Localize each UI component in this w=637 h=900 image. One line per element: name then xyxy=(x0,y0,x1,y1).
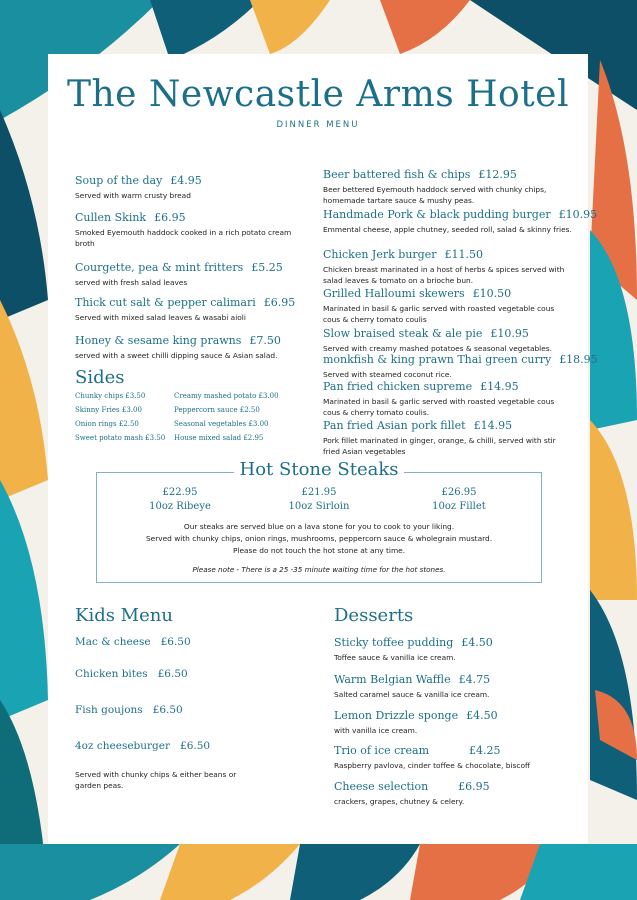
item-price: £4.25 xyxy=(469,744,501,757)
sides-heading: Sides xyxy=(75,367,125,388)
item-name: Courgette, pea & mint fritters xyxy=(75,261,244,274)
item-name: monkfish & king prawn Thai green curry xyxy=(323,353,552,366)
item-price: £7.50 xyxy=(249,334,281,347)
item-name: Soup of the day xyxy=(75,174,163,187)
steaks-line: Our steaks are served blue on a lava stone for you to cook to your liking. xyxy=(183,522,455,531)
item-price: £6.95 xyxy=(154,211,186,224)
page-subtitle: DINNER MENU xyxy=(276,120,360,130)
steak-name: 10oz Ribeye xyxy=(149,501,211,512)
dessert-item xyxy=(334,673,564,700)
side-item: House mixed salad £2.95 xyxy=(174,434,264,442)
desserts-heading: Desserts xyxy=(334,605,414,626)
menu-item xyxy=(75,296,295,323)
item-description: served with a sweet chilli dipping sauce & Asian salad. xyxy=(75,351,278,360)
steaks-line: Served with chunky chips, onion rings, mushrooms, peppercorn sauce & wholegrain mustard. xyxy=(145,534,493,543)
item-name: Slow braised steak & ale pie xyxy=(323,327,483,340)
steaks-note: Please note - There is a 25 -35 minute waiting time for the hot stones. xyxy=(192,565,446,574)
menu-item xyxy=(323,287,573,325)
kids-item xyxy=(75,636,191,648)
item-name: 4oz cheeseburger xyxy=(75,740,171,752)
item-description: Salted caramel sauce & vanilla ice cream. xyxy=(334,690,490,699)
side-item: Onion rings £2.50 xyxy=(75,420,139,428)
dessert-item xyxy=(334,780,564,807)
item-price: £6.95 xyxy=(458,780,490,793)
item-price: £4.50 xyxy=(466,709,498,722)
item-name: Mac & cheese xyxy=(75,636,151,648)
item-name: Honey & sesame king prawns xyxy=(75,334,242,347)
item-name: Pan fried chicken supreme xyxy=(323,380,473,393)
menu-item xyxy=(323,419,573,457)
item-description: Emmental cheese, apple chutney, seeded roll, salad & skinny fries. xyxy=(323,225,572,234)
item-price: £6.50 xyxy=(157,668,188,680)
item-name: Warm Belgian Waffle xyxy=(334,673,451,686)
steak-name: 10oz Fillet xyxy=(432,501,486,512)
item-name: Sticky toffee pudding xyxy=(334,636,454,649)
item-price: £4.75 xyxy=(458,673,491,686)
side-item: Peppercorn sauce £2.50 xyxy=(174,406,260,414)
dessert-item xyxy=(334,636,564,663)
item-price: £12.95 xyxy=(478,168,517,181)
item-price: £4.50 xyxy=(461,636,493,649)
menu-item xyxy=(75,334,281,361)
steak-price: £26.95 xyxy=(441,487,477,498)
menu-item xyxy=(323,248,573,286)
item-name: Beer battered fish & chips xyxy=(323,168,471,181)
side-item: Chunky chips £3.50 xyxy=(75,392,146,400)
menu-item xyxy=(323,380,573,418)
item-name: Trio of ice cream xyxy=(334,744,430,757)
menu-item xyxy=(323,327,573,354)
steaks-line: Please do not touch the hot stone at any time. xyxy=(232,546,406,555)
item-description: Served with mixed salad leaves & wasabi aioli xyxy=(75,313,246,322)
steak-item xyxy=(399,487,519,515)
item-name: Chicken Jerk burger xyxy=(323,248,437,261)
steak-name: 10oz Sirloin xyxy=(288,501,350,512)
item-price: £6.95 xyxy=(263,296,296,309)
item-description: Served with steamed coconut rice. xyxy=(323,370,452,379)
item-price: £11.50 xyxy=(444,248,483,261)
steak-price: £22.95 xyxy=(162,487,198,498)
steaks-description xyxy=(97,521,541,557)
item-name: Chicken bites xyxy=(75,668,148,680)
item-price: £5.25 xyxy=(251,261,283,274)
menu-item xyxy=(323,208,598,235)
dessert-item xyxy=(334,744,564,771)
item-description: crackers, grapes, chutney & celery. xyxy=(334,797,465,806)
item-description: Pork fillet marinated in ginger, orange, & chilli, served with stir fried Asian vegetables xyxy=(323,436,556,456)
item-price: £6.50 xyxy=(152,704,183,716)
steak-item xyxy=(120,487,240,515)
item-name: Fish goujons xyxy=(75,704,143,716)
side-item: Skinny Fries £3.00 xyxy=(75,406,142,414)
menu-item xyxy=(75,174,202,201)
menu-item xyxy=(75,261,283,288)
item-description: Served with warm crusty bread xyxy=(75,191,191,200)
item-price: £14.95 xyxy=(473,419,513,432)
steaks-heading: Hot Stone Steaks xyxy=(234,459,405,480)
item-name: Grilled Halloumi skewers xyxy=(323,287,465,300)
item-description: with vanilla ice cream. xyxy=(334,726,418,735)
item-price: £18.95 xyxy=(559,353,598,366)
item-name: Handmade Pork & black pudding burger xyxy=(323,208,551,221)
item-price: £6.50 xyxy=(160,636,191,648)
item-description: Marinated in basil & garlic served with roasted vegetable cous cous & cherry tomato coulis xyxy=(323,304,555,324)
kids-item xyxy=(75,704,183,716)
item-name: Pan fried Asian pork fillet xyxy=(323,419,466,432)
item-description: Toffee sauce & vanilla ice cream. xyxy=(334,653,456,662)
kids-heading: Kids Menu xyxy=(75,605,173,626)
dessert-item xyxy=(334,709,564,736)
item-price: £6.50 xyxy=(180,740,211,752)
menu-item xyxy=(75,211,303,249)
item-name: Cheese selection xyxy=(334,780,429,793)
item-name: Cullen Skink xyxy=(75,211,147,224)
item-price: £14.95 xyxy=(480,380,519,393)
steak-item xyxy=(259,487,379,515)
item-name: Thick cut salt & pepper calimari xyxy=(75,296,256,309)
item-name: Lemon Drizzle sponge xyxy=(334,709,459,722)
item-description: Chicken breast marinated in a host of herbs & spices served with salad leaves & tomato on a brioche bun. xyxy=(323,265,565,285)
item-price: £10.95 xyxy=(490,327,529,340)
item-description: Served with creamy mashed potatoes & seasonal vegetables. xyxy=(323,344,552,353)
item-price: £10.50 xyxy=(472,287,512,300)
steak-price: £21.95 xyxy=(301,487,337,498)
page-title: The Newcastle Arms Hotel xyxy=(66,74,569,115)
menu-item xyxy=(323,168,573,206)
item-description: Beer bettered Eyemouth haddock served with chunky chips, homemade tartare sauce & mushy peas. xyxy=(323,185,547,205)
side-item: Sweet potato mash £3.50 xyxy=(75,434,166,442)
side-item: Creamy mashed potato £3.00 xyxy=(174,392,279,400)
item-description: served with fresh salad leaves xyxy=(75,278,188,287)
menu-card xyxy=(48,54,598,844)
item-description: Raspberry pavlova, cinder toffee & chocolate, biscoff xyxy=(334,761,531,770)
item-description: Smoked Eyemouth haddock cooked in a rich potato cream broth xyxy=(75,228,292,248)
side-item: Seasonal vegetables £3.00 xyxy=(174,420,269,428)
kids-item xyxy=(75,740,210,752)
hot-stone-steaks-box xyxy=(96,459,542,583)
kids-footer: Served with chunky chips & either beans or garden peas. xyxy=(75,770,237,790)
kids-item xyxy=(75,668,188,680)
menu-item xyxy=(323,353,598,380)
item-price: £10.95 xyxy=(558,208,598,221)
item-price: £4.95 xyxy=(170,174,202,187)
item-description: Marinated in basil & garlic served with roasted vegetable cous cous & cherry tomato coulis. xyxy=(323,397,555,417)
